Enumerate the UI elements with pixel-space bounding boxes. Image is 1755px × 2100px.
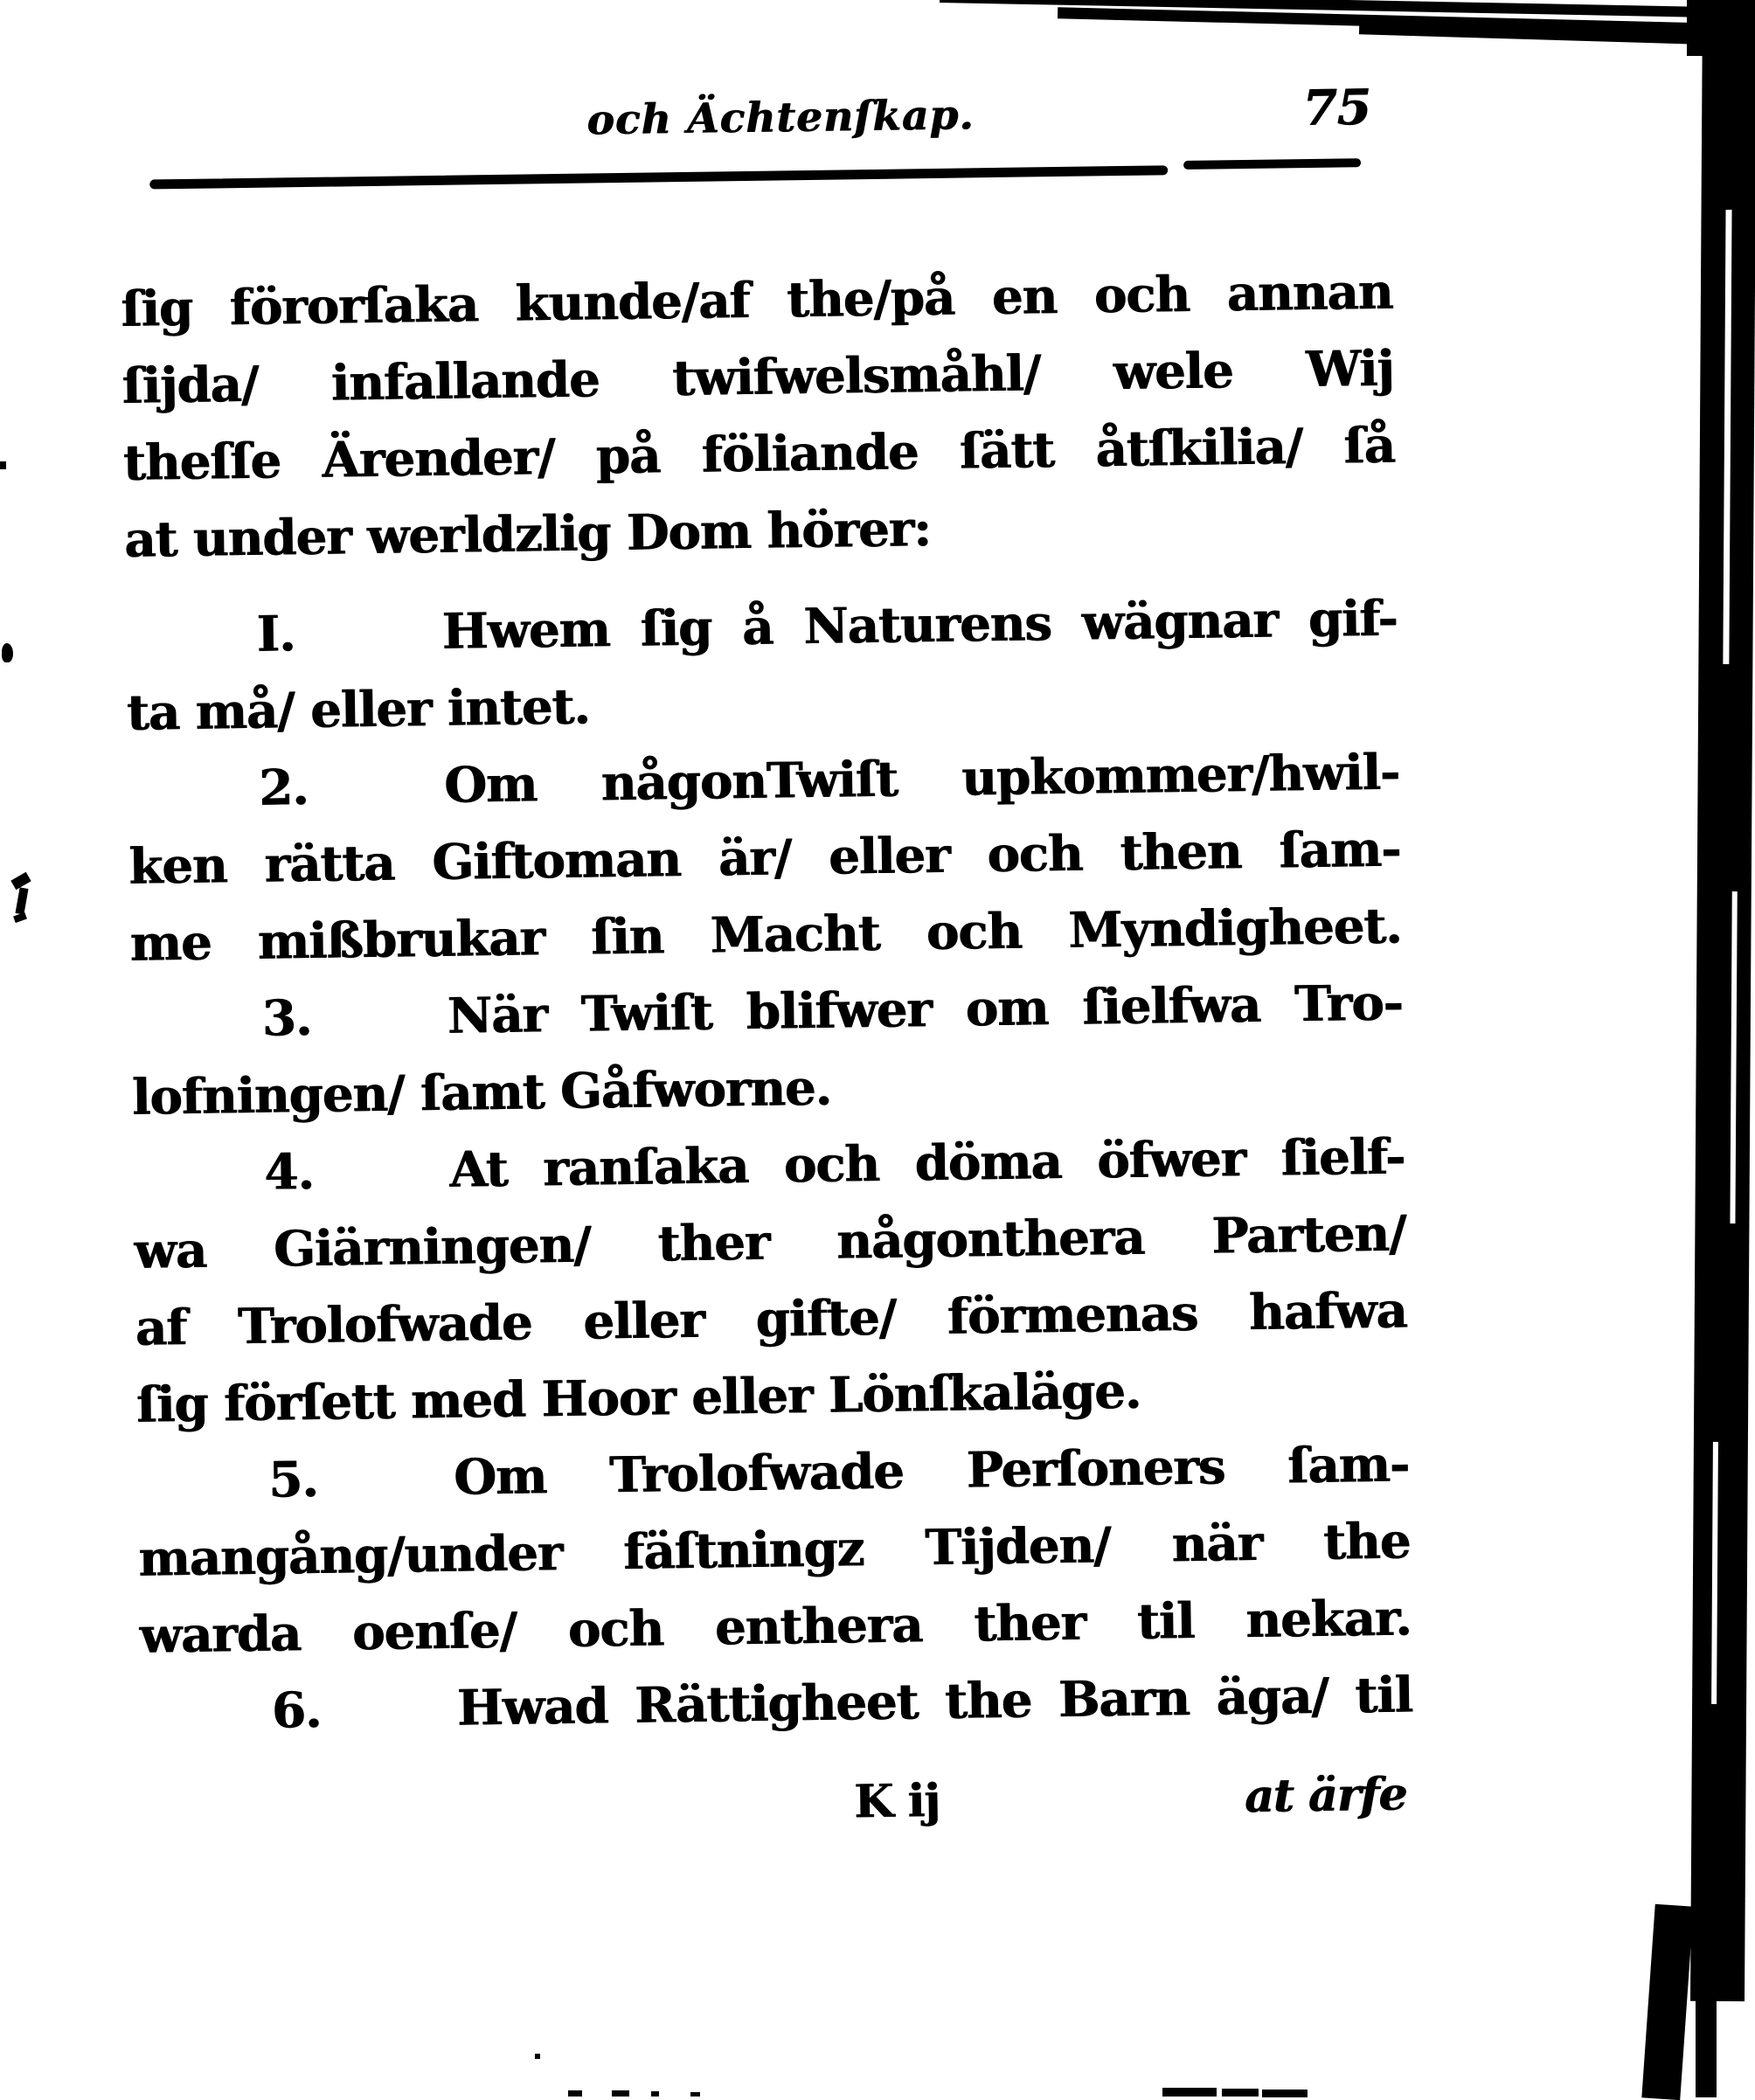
list-item-4 <box>133 1119 1409 1444</box>
list-item-number: 2. <box>258 759 309 817</box>
text-line: ſig förſett med Hoor eller Lönſkaläge. <box>135 1362 1141 1434</box>
page-header-title: och Ächtenſkap. <box>586 91 975 145</box>
list-item-number: I. <box>256 605 295 663</box>
list-item-5 <box>136 1426 1412 1674</box>
list-item-text: När Twiſt blifwer om ſielfwa Tro- <box>447 974 1403 1045</box>
bottom-edge-speck <box>690 2092 700 2097</box>
binding-edge-shadow <box>1690 0 1755 2001</box>
list-item-text: Hwem ſig å Naturens wägnar gif- <box>441 589 1398 661</box>
list-item-number: 6. <box>271 1681 322 1740</box>
bottom-edge-speck <box>535 2054 540 2059</box>
list-item-number: 3. <box>261 989 312 1048</box>
margin-ink-smudge <box>13 912 27 923</box>
bottom-edge-speck <box>651 2091 659 2097</box>
list-item-text: At ranſaka och döma öfwer ſielf- <box>448 1127 1405 1199</box>
margin-ink-smudge <box>0 461 6 469</box>
bottom-edge-speck <box>612 2090 629 2097</box>
list-item-2 <box>127 734 1402 982</box>
bottom-edge-speck <box>568 2090 582 2097</box>
text-line: ſijda/ infallande twifwelsmåhl/ wele Wij <box>121 339 1394 415</box>
text-line: af Trolofwade eller gifte/ förmenas hafwa <box>135 1281 1407 1357</box>
bottom-edge-speck <box>1222 2089 1259 2097</box>
text-line: ken rätta Giftoman är/ eller och then ſam- <box>128 820 1401 896</box>
text-line: ſig förorſaka kunde/af the/på en och annan <box>120 262 1393 338</box>
text-line: warda oenſe/ och enthera ther til nekar. <box>139 1589 1412 1665</box>
margin-ink-smudge <box>15 887 28 914</box>
list-item-text: Om någonTwiſt upkommer/hwil- <box>443 743 1400 814</box>
text-line: me mißbrukar ſin Macht och Myndigheet. <box>128 897 1402 973</box>
body-text <box>119 156 1414 1853</box>
catchword: at ärfe <box>1244 1767 1407 1824</box>
binding-edge-shadow <box>1696 1971 1717 2097</box>
edge-shadow-gap <box>1711 1442 1718 1704</box>
printed-area <box>118 78 1414 1853</box>
text-line: at under werldzlig Dom hörer: <box>123 500 932 569</box>
text-line: ta må/ eller intet. <box>126 677 590 742</box>
binding-edge-shadow <box>1641 1904 1693 2100</box>
text-line: wa Giärningen/ ther någonthera Parten/ <box>133 1204 1406 1280</box>
list-item-number: 5. <box>267 1450 318 1509</box>
text-line: mangång/under fäſtningz Tijden/ när the <box>137 1512 1411 1588</box>
edge-shadow-gap <box>1730 891 1737 1223</box>
page-number: 75 <box>1301 78 1371 138</box>
list-item-text: Hwad Rättigheet the Barn äga/ til <box>456 1666 1413 1737</box>
text-line: lofningen/ ſamt Gåfworne. <box>131 1058 832 1126</box>
bottom-edge-speck <box>1262 2090 1308 2097</box>
list-item-3 <box>130 965 1404 1136</box>
edge-shadow-gap <box>1723 210 1731 664</box>
bottom-edge-speck <box>1162 2088 1217 2097</box>
margin-ink-smudge <box>2 643 13 662</box>
list-item-number: 4. <box>263 1143 315 1202</box>
text-line: theſſe Ärender/ på föliande ſätt åtſkilia/ ſå <box>122 416 1396 492</box>
list-item-1 <box>125 580 1398 752</box>
signature-mark: K ij <box>853 1774 940 1829</box>
page-foot-line <box>142 1756 1414 1852</box>
list-item-text: Om Trolofwade Perſoners ſam- <box>453 1435 1410 1507</box>
intro-paragraph <box>121 253 1397 579</box>
